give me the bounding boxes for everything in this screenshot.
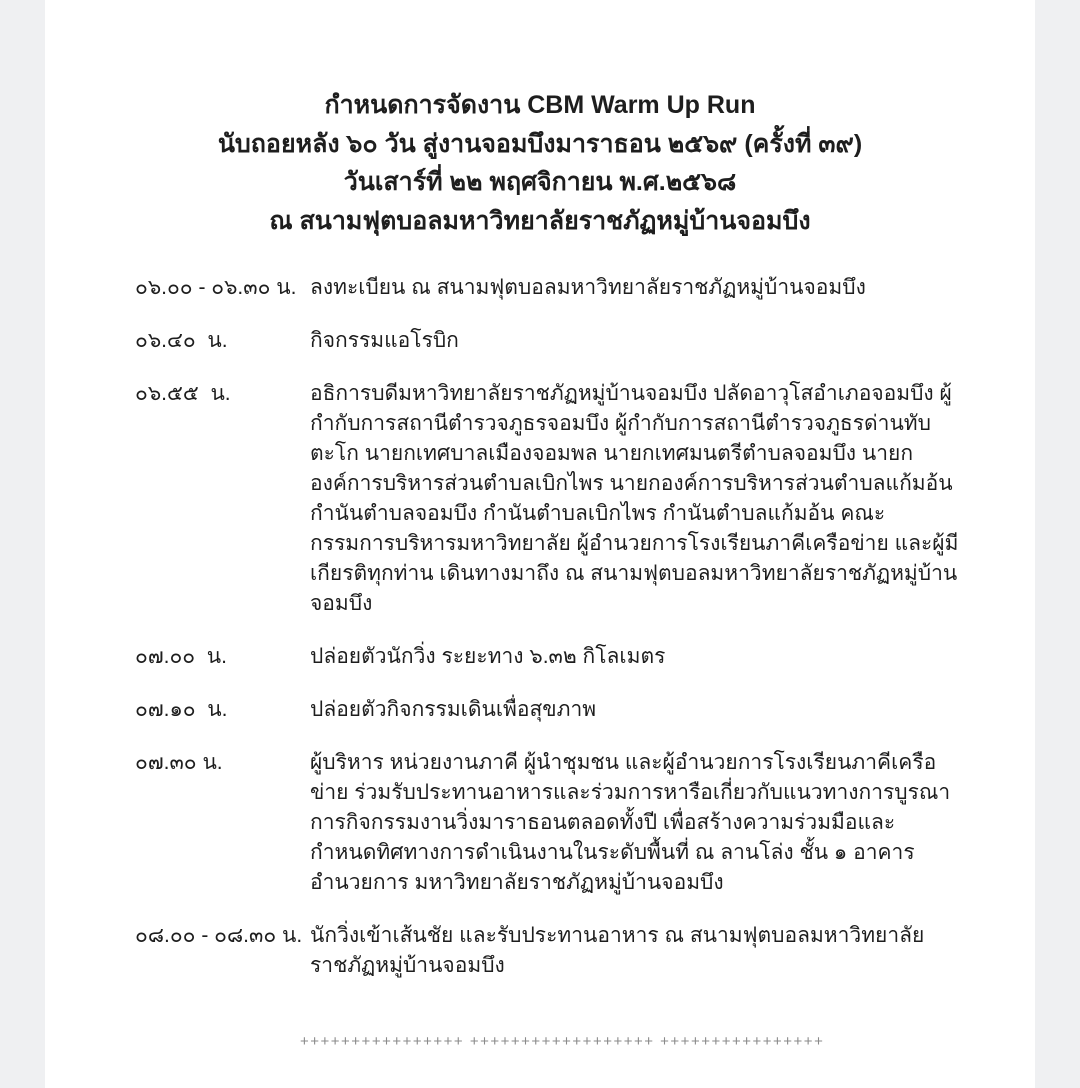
schedule-time: ๐๗.๓๐ น. — [135, 751, 223, 774]
schedule-row — [135, 748, 960, 898]
schedule-activity: นักวิ่งเข้าเส้นชัย และรับประทานอาหาร ณ สนามฟุตบอลมหาวิทยาลัยราชภัฏหมู่บ้านจอมบึง — [310, 924, 925, 977]
document-page — [45, 0, 1035, 1088]
schedule-activity: ปล่อยตัวนักวิ่ง ระยะทาง ๖.๓๒ กิโลเมตร — [310, 645, 666, 668]
schedule-activity: ลงทะเบียน ณ สนามฟุตบอลมหาวิทยาลัยราชภัฏหมู่บ้านจอมบึง — [310, 276, 866, 299]
schedule-time: ๐๗.๐๐ น. — [135, 645, 227, 668]
schedule-list — [135, 273, 960, 981]
schedule-row — [135, 273, 960, 303]
schedule-row — [135, 921, 960, 981]
schedule-row — [135, 379, 960, 619]
schedule-activity: กิจกรรมแอโรบิก — [310, 329, 459, 352]
schedule-time: ๐๗.๑๐ น. — [135, 698, 228, 721]
schedule-activity: อธิการบดีมหาวิทยาลัยราชภัฏหมู่บ้านจอมบึง ปลัดอาวุโสอำเภอจอมบึง ผู้กำกับการสถานีตำรวจภูธรจอมบึง ผู้กำกับการสถานีตำรวจภูธรด่านทับตะโก นายกเทศบาลเมืองจอมพล นายกเทศมนตรีตำบลจอมบึง นายกองค์การบริหารส่วนตำบลเบิกไพร นายกองค์การบริหารส่วนตำบลแก้มอ้น กำนันตำบลจอมบึง กำนันตำบลเบิกไพร กำนันตำบลแก้มอ้น คณะกรรมการบริหารมหาวิทยาลัย ผู้อำนวยการโรงเรียนภาคีเครือข่าย และผู้มีเกียรติทุกท่าน เดินทางมาถึง ณ สนามฟุตบอลมหาวิทยาลัยราชภัฏหมู่บ้านจอมบึง — [310, 382, 959, 615]
schedule-row — [135, 326, 960, 356]
document-title-block — [45, 0, 1035, 240]
schedule-row — [135, 695, 960, 725]
schedule-time: ๐๘.๐๐ - ๐๘.๓๐ น. — [135, 924, 303, 947]
schedule-time: ๐๖.๐๐ - ๐๖.๓๐ น. — [135, 276, 297, 299]
schedule-activity: ปล่อยตัวกิจกรรมเดินเพื่อสุขภาพ — [310, 698, 597, 721]
document-title-line: วันเสาร์ที่ ๒๒ พฤศจิกายน พ.ศ.๒๕๖๘ — [343, 168, 737, 196]
schedule-time: ๐๖.๕๕ น. — [135, 382, 231, 405]
plus-sign-divider: ++++++++++++++++ ++++++++++++++++++ ++++++++++++++++ — [300, 1033, 825, 1050]
document-title-line: ณ สนามฟุตบอลมหาวิทยาลัยราชภัฏหมู่บ้านจอมบึง — [269, 206, 811, 235]
schedule-time: ๐๖.๔๐ น. — [135, 329, 228, 352]
schedule-row — [135, 642, 960, 672]
document-title-line: นับถอยหลัง ๖๐ วัน สู่งานจอมบึงมาราธอน ๒๕๖๙ (ครั้งที่ ๓๙) — [217, 129, 863, 158]
document-title-line: กำหนดการจัดงาน CBM Warm Up Run — [324, 91, 756, 119]
schedule-activity: ผู้บริหาร หน่วยงานภาคี ผู้นำชุมชน และผู้อำนวยการโรงเรียนภาคีเครือข่าย ร่วมรับประทานอาหารและร่วมการหารือเกี่ยวกับแนวทางการบูรณาการกิจกรรมงานวิ่งมาราธอนตลอดทั้งปี เพื่อสร้างความร่วมมือและกำหนดทิศทางการดำเนินงานในระดับพื้นที่ ณ ลานโล่ง ชั้น ๑ อาคารอำนวยการ มหาวิทยาลัยราชภัฏหมู่บ้านจอมบึง — [310, 751, 951, 894]
